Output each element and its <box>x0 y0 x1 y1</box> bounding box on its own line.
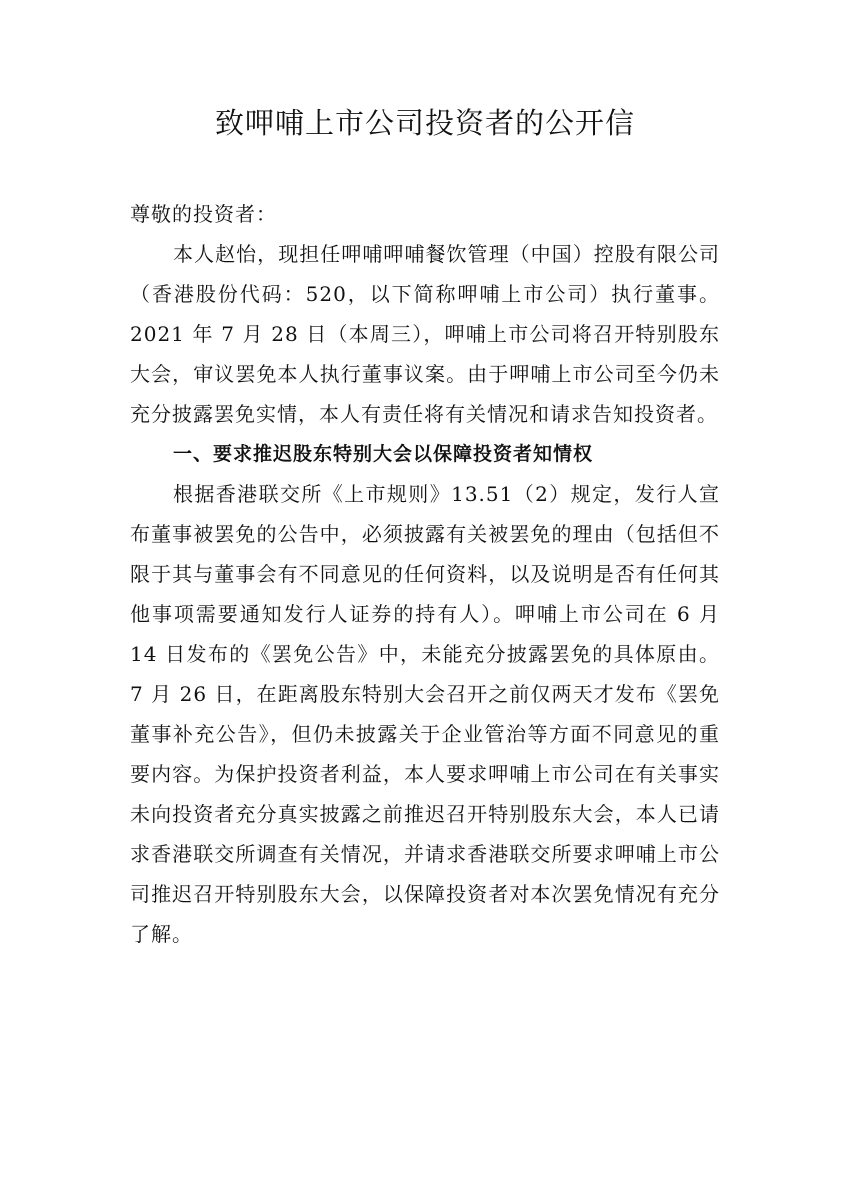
section-1-paragraph: 根据香港联交所《上市规则》13.51（2）规定，发行人宣布董事被罢免的公告中，必须披露有关被罢免的理由（包括但不限于其与董事会有不同意见的任何资料，以及说明是否有任何其他事项需要通知发行人证券的持有人）。呷哺上市公司在 6 月 14 日发布的《罢免公告》中，未能充分披露罢免的具体原由。7 月 26 日，在距离股东特别大会召开之前仅两天才发布《罢免董事补充公告》，但仍未披露关于企业管治等方面不同意见的重要内容。为保护投资者利益，本人要求呷哺上市公司在有关事实未向投资者充分真实披露之前推迟召开特别股东大会，本人已请求香港联交所调查有关情况，并请求香港联交所要求呷哺上市公司推迟召开特别股东大会，以保障投资者对本次罢免情况有充分了解。 <box>130 482 720 946</box>
letter-body <box>130 194 720 954</box>
salutation: 尊敬的投资者： <box>130 202 277 226</box>
letter-title: 致呷哺上市公司投资者的公开信 <box>214 106 635 140</box>
section-1-heading: 一、要求推迟股东特别大会以保障投资者知情权 <box>173 443 594 465</box>
intro-paragraph: 本人赵怡，现担任呷哺呷哺餐饮管理（中国）控股有限公司（香港股份代码：520，以下简称呷哺上市公司）执行董事。2021 年 7 月 28 日（本周三），呷哺上市公司将召开特别股东大会，审议罢免本人执行董事议案。由于呷哺上市公司至今仍未充分披露罢免实情，本人有责任将有关情况和请求告知投资者。 <box>130 242 720 426</box>
